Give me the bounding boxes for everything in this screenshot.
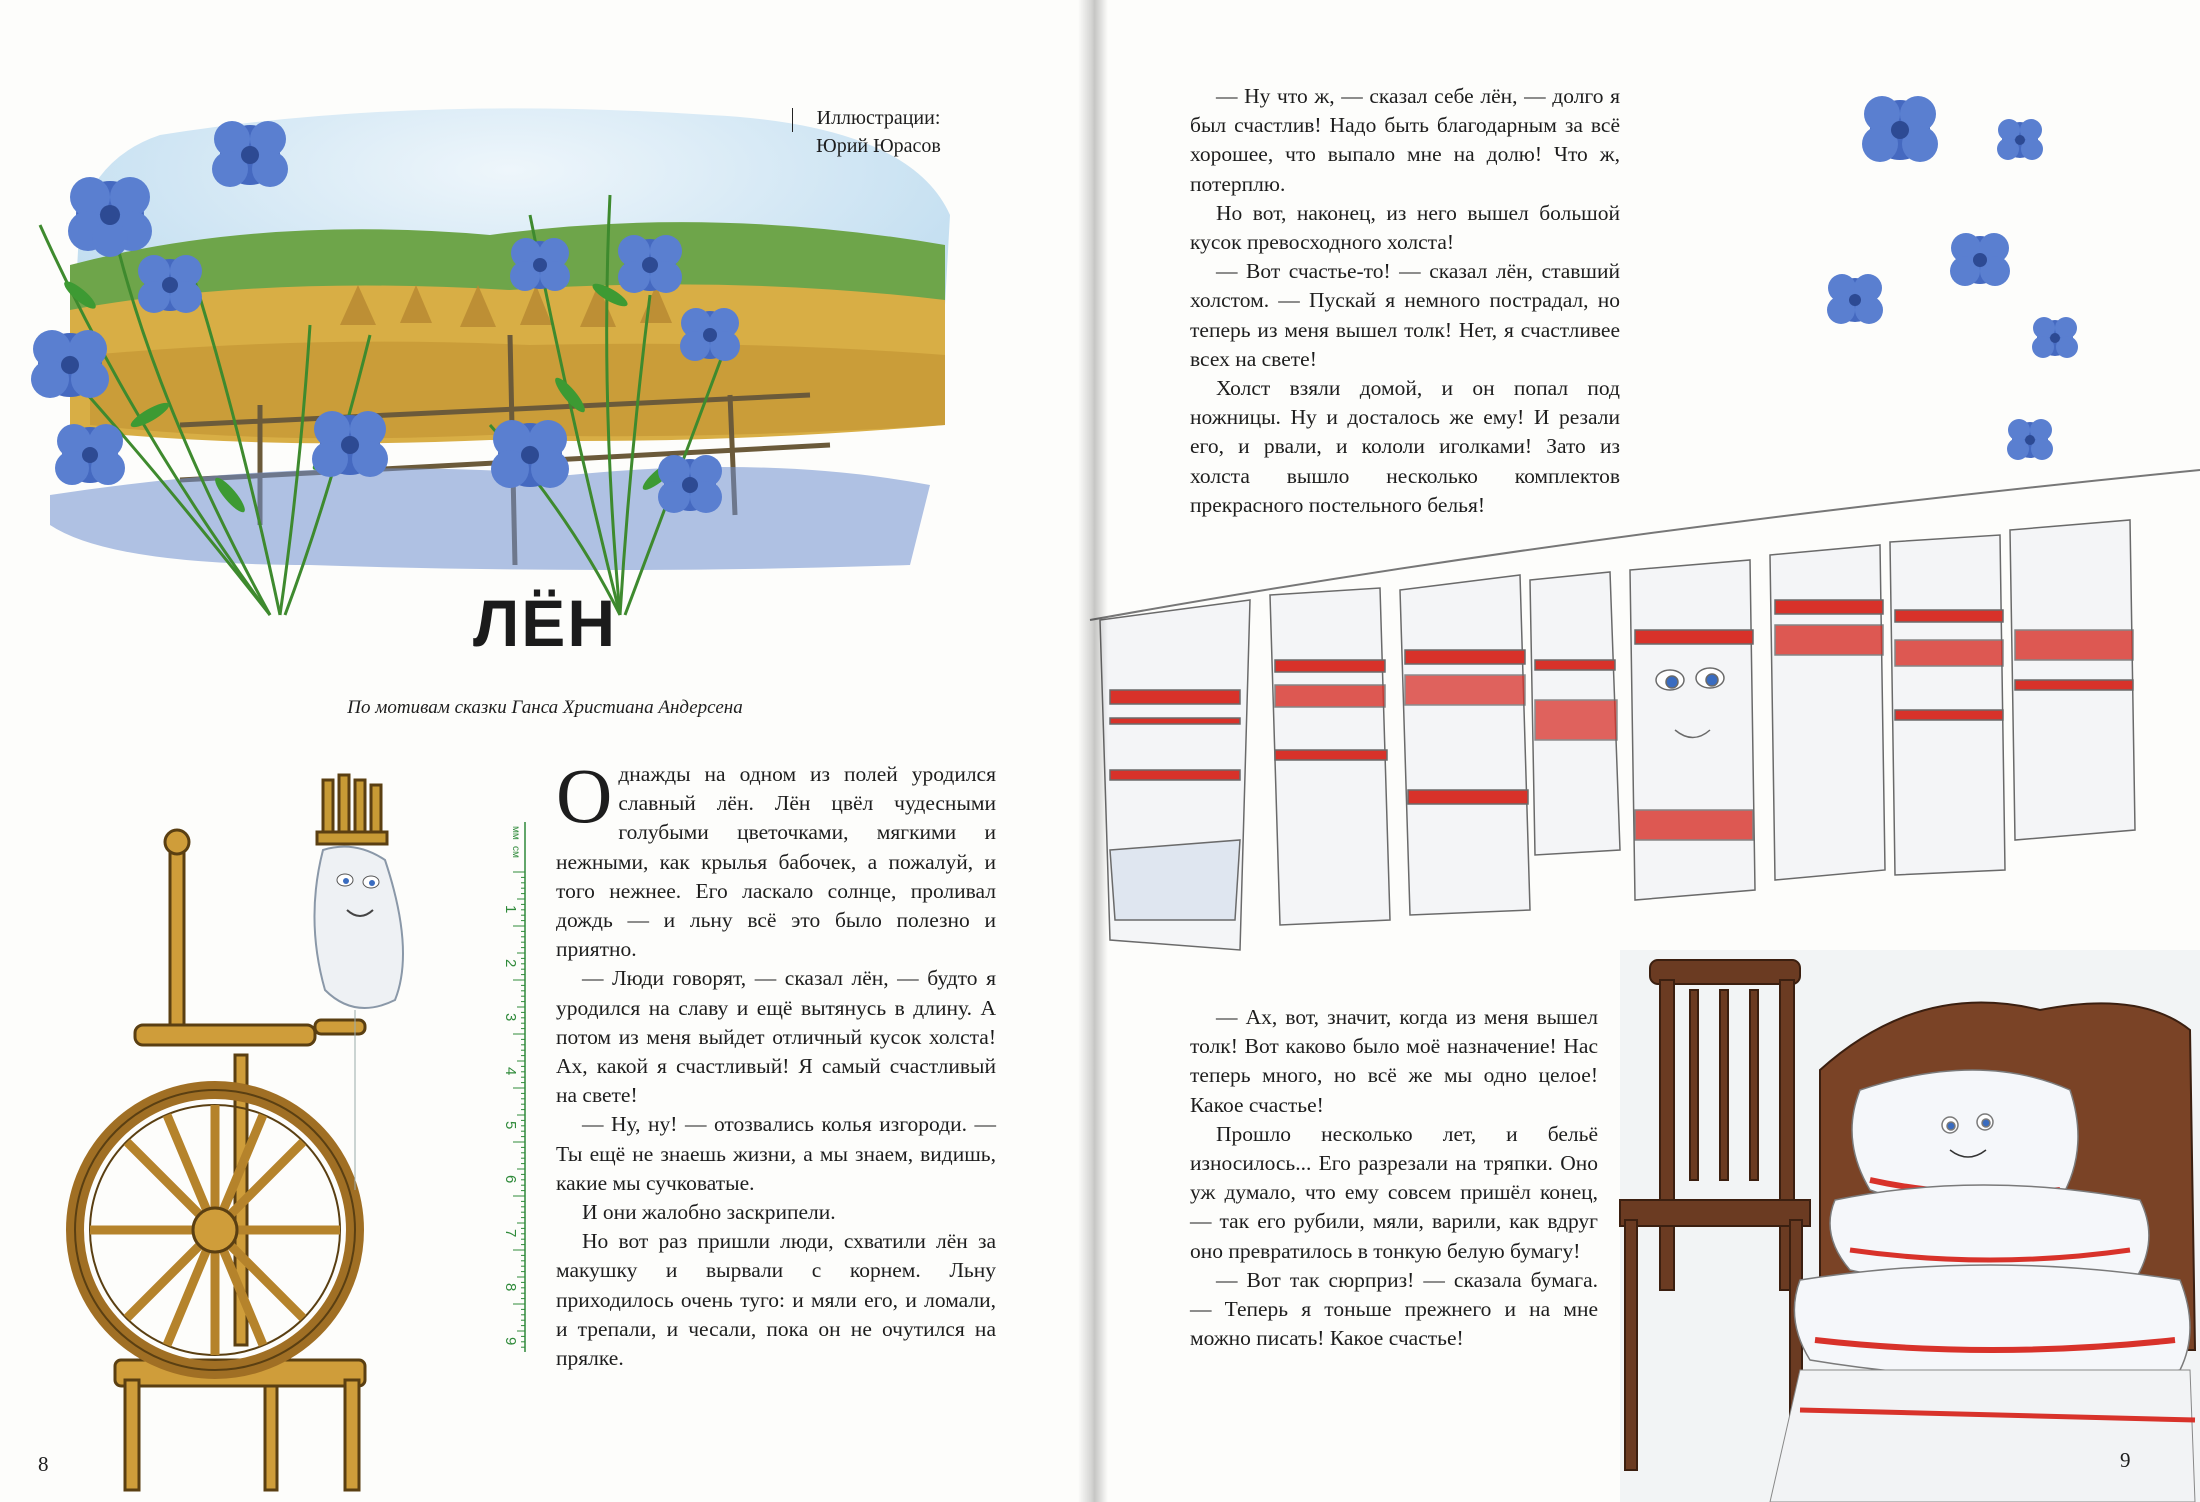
paragraph: Прошло несколько лет, и бельё износилось... Его разрезали на тряпки. Оно уж думало, что ему совсем пришёл конец, — так его рубили, мяли, варили, как вдруг оно превратилось в тонкую белую бумагу! [1190, 1121, 1598, 1263]
paragraph: днажды на одном из полей уродился славный лён. Лён цвёл чудесными голубыми цветочками, мягкими и нежными, как крылья бабочек, а пожалуй, и того нежнее. Его ласкало солнце, проливал дождь — и льну всё это было полезно и приятно. [556, 762, 996, 962]
ruler [502, 822, 529, 1352]
towel [1630, 560, 1755, 900]
bed-and-chair-illustration [1620, 950, 2200, 1502]
ruler-mark-label: 9 [502, 1337, 519, 1346]
scattered-flowers-illustration [1790, 70, 2190, 490]
illustration-credits [796, 104, 961, 160]
flax-flower-icon [1827, 96, 2078, 460]
pillow [1794, 1265, 2190, 1378]
paragraph: Но вот, наконец, из него вышел большой кусок превосходного холста! [1190, 200, 1620, 255]
towel [1770, 545, 1885, 880]
paragraph: — Люди говорят, — сказал лён, — будто я уродился на славу и ещё вытянусь в длину. А потом из меня выйдет отличный кусок холста! Ах, какой я счастливый! Я самый счастливый на свете! [556, 966, 996, 1108]
towel [2010, 520, 2135, 840]
flax-field-illustration [10, 95, 970, 635]
right-text-column-bottom [1190, 1003, 1598, 1353]
paragraph: Но вот раз пришли люди, схватили лён за макушку и вырвали с корнем. Льну приходилось очень туго: и мяли его, и ломали, и трепали, и чесали, пока он не очутился на прялке. [556, 1229, 996, 1371]
right-page [1090, 0, 2200, 1502]
left-text-column [556, 752, 996, 1373]
ruler-unit-mm: мм [510, 826, 521, 840]
ruler-mark-label: 4 [502, 1067, 519, 1076]
credits-label: Иллюстрации: [816, 107, 941, 129]
paragraph: — Ну, ну! — отозвались колья изгороди. — Ты ещё не знаешь жизни, а мы знаем, видишь, какие мы сучковатые. [556, 1112, 996, 1195]
spinning-wheel-illustration [55, 770, 475, 1490]
paragraph: Холст взяли домой, и он попал под ножницы. Ну и досталось же ему! И резали его, и рвали, и кололи иголками! Зато из холста вышло несколько комплектов прекрасного постельного белья! [1190, 376, 1620, 517]
page-number-left: 8 [38, 1452, 49, 1476]
page-number-right: 9 [2120, 1448, 2131, 1472]
towel [1400, 575, 1530, 915]
book-gutter [1078, 0, 1108, 1502]
left-page [0, 0, 1090, 1502]
paragraph: — Вот счастье-то! — сказал лён, ставший холстом. — Пускай я немного пострадал, но теперь из меня вышел толк! Нет, я счастливее всех на свете! [1190, 259, 1620, 371]
towels-on-line-illustration [1090, 450, 2200, 970]
ruler-mark-label: 5 [502, 1121, 519, 1130]
paragraph: — Ну что ж, — сказал себе лён, — долго я был счастлив! Надо быть благодарным за всё хорошее, что выпало мне на долю! Что ж, потерплю. [1190, 84, 1620, 196]
ruler-mark-label: 7 [502, 1229, 519, 1238]
ruler-mark-label: 6 [502, 1175, 519, 1184]
towel [1890, 535, 2005, 875]
story-subtitle: По мотивам сказки Ганса Христиана Андерсена [347, 697, 743, 718]
drop-cap: О [556, 752, 613, 839]
ruler-mark-label: 3 [502, 1013, 519, 1022]
ruler-mark-label: 8 [502, 1283, 519, 1292]
paragraph: — Ах, вот, значит, когда из меня вышел толк! Вот каково было моё назначение! Нас теперь много, но всё же мы одно целое! Какое счастье! [1190, 1005, 1598, 1117]
ruler-mark-label: 2 [502, 959, 519, 968]
towel [1270, 588, 1390, 925]
illustrator-name: Юрий Юрасов [816, 135, 941, 157]
wheel [75, 1090, 355, 1370]
ruler-unit-cm: см [510, 846, 521, 858]
paragraph: И они жалобно заскрипели. [582, 1200, 836, 1225]
paragraph: — Вот так сюрприз! — сказала бумага. — Теперь я тоньше прежнего и на мне можно писать! Какое счастье! [1190, 1267, 1598, 1351]
towel [1530, 572, 1620, 855]
story-title: ЛЁН [472, 586, 618, 660]
towel [1100, 600, 1250, 950]
ruler-mark-label: 1 [502, 905, 519, 914]
